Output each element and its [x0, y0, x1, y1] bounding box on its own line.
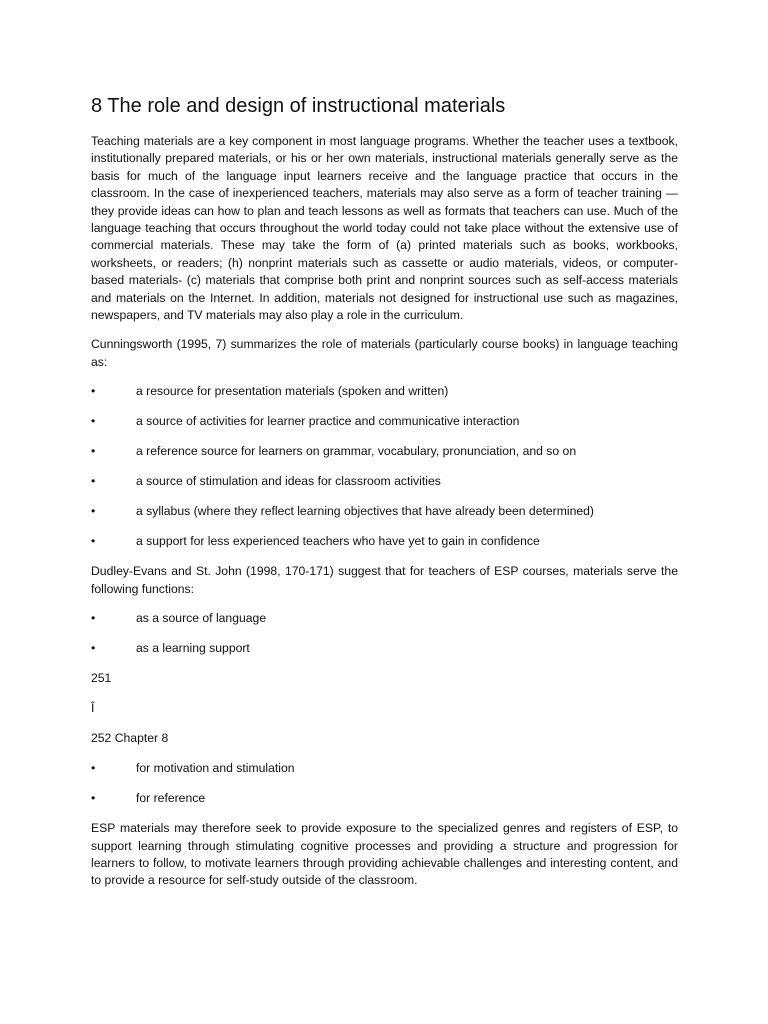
list-item — [91, 790, 678, 807]
list-item-text: a support for less experienced teachers who have yet to gain in confidence — [136, 534, 540, 549]
running-header: 252 Chapter 8 — [91, 731, 169, 746]
list-item-text: as a learning support — [136, 641, 250, 656]
bullet-icon: • — [91, 641, 96, 656]
page-number: 251 — [91, 671, 112, 686]
bullet-icon: • — [91, 414, 96, 429]
bullet-icon: • — [91, 444, 96, 459]
dudley-list-first — [91, 610, 678, 657]
esp-paragraph: ESP materials may therefore seek to provide exposure to the specialized genres and registers of ESP, to support learning through stimulating cognitive processes and providing a structure and progression for learners to follow, to motivate learners through providing achievable challenges and interesting content, and to provide a resource for self-study outside of the classroom. — [91, 821, 678, 888]
list-item-text: for reference — [136, 791, 206, 806]
cunningsworth-paragraph: Cunningsworth (1995, 7) summarizes the role of materials (particularly course books) in language teaching as: — [91, 337, 678, 369]
list-item — [91, 413, 678, 430]
bullet-icon: • — [91, 611, 96, 626]
list-item-text: for motivation and stimulation — [136, 761, 295, 776]
list-item — [91, 760, 678, 777]
list-item-text: a resource for presentation materials (spoken and written) — [136, 384, 449, 399]
list-item — [91, 503, 678, 520]
dudley-paragraph: Dudley-Evans and St. John (1998, 170-171) suggest that for teachers of ESP courses, materials serve the following functions: — [91, 564, 678, 596]
list-item — [91, 640, 678, 657]
stray-glyph: Î — [91, 701, 95, 716]
list-item — [91, 383, 678, 400]
bullet-icon: • — [91, 534, 96, 549]
list-item — [91, 533, 678, 550]
bullet-icon: • — [91, 504, 96, 519]
list-item — [91, 610, 678, 627]
list-item — [91, 443, 678, 460]
list-item-text: as a source of language — [136, 611, 267, 626]
bullet-icon: • — [91, 761, 96, 776]
list-item-text: a reference source for learners on grammar, vocabulary, pronunciation, and so on — [136, 444, 577, 459]
list-item-text: a source of stimulation and ideas for classroom activities — [136, 474, 441, 489]
bullet-icon: • — [91, 791, 96, 806]
bullet-icon: • — [91, 384, 96, 399]
list-item-text: a source of activities for learner practice and communicative interaction — [136, 414, 520, 429]
intro-paragraph: Teaching materials are a key component in most language programs. Whether the teacher uses a textbook, institutionally prepared materials, or his or her own materials, instructional materials generally serve as the basis for much of the language input learners receive and the language practice that occurs in the classroom. In the case of inexperienced teachers, materials may also serve as a form of teacher training — they provide ideas can how to plan and teach lessons as well as formats that teachers can use. Much of the language teaching that occurs throughout the world today could not take place without the extensive use of commercial materials. These may take the form of (a) printed materials such as books, workbooks, worksheets, or readers; (h) nonprint materials such as cassette or audio materials, videos, or computer-based materials- (c) materials that comprise both print and nonprint sources such as self-access materials and materials on the Internet. In addition, materials not designed for instructional use such as magazines, newspapers, and TV materials may also play a role in the curriculum. — [91, 134, 678, 323]
cunningsworth-list — [91, 383, 678, 550]
list-item-text: a syllabus (where they reflect learning objectives that have already been determined) — [136, 504, 594, 519]
dudley-list-second — [91, 760, 678, 807]
bullet-icon: • — [91, 474, 96, 489]
page-title: 8 The role and design of instructional materials — [91, 95, 506, 117]
list-item — [91, 473, 678, 490]
document-page — [91, 93, 678, 902]
